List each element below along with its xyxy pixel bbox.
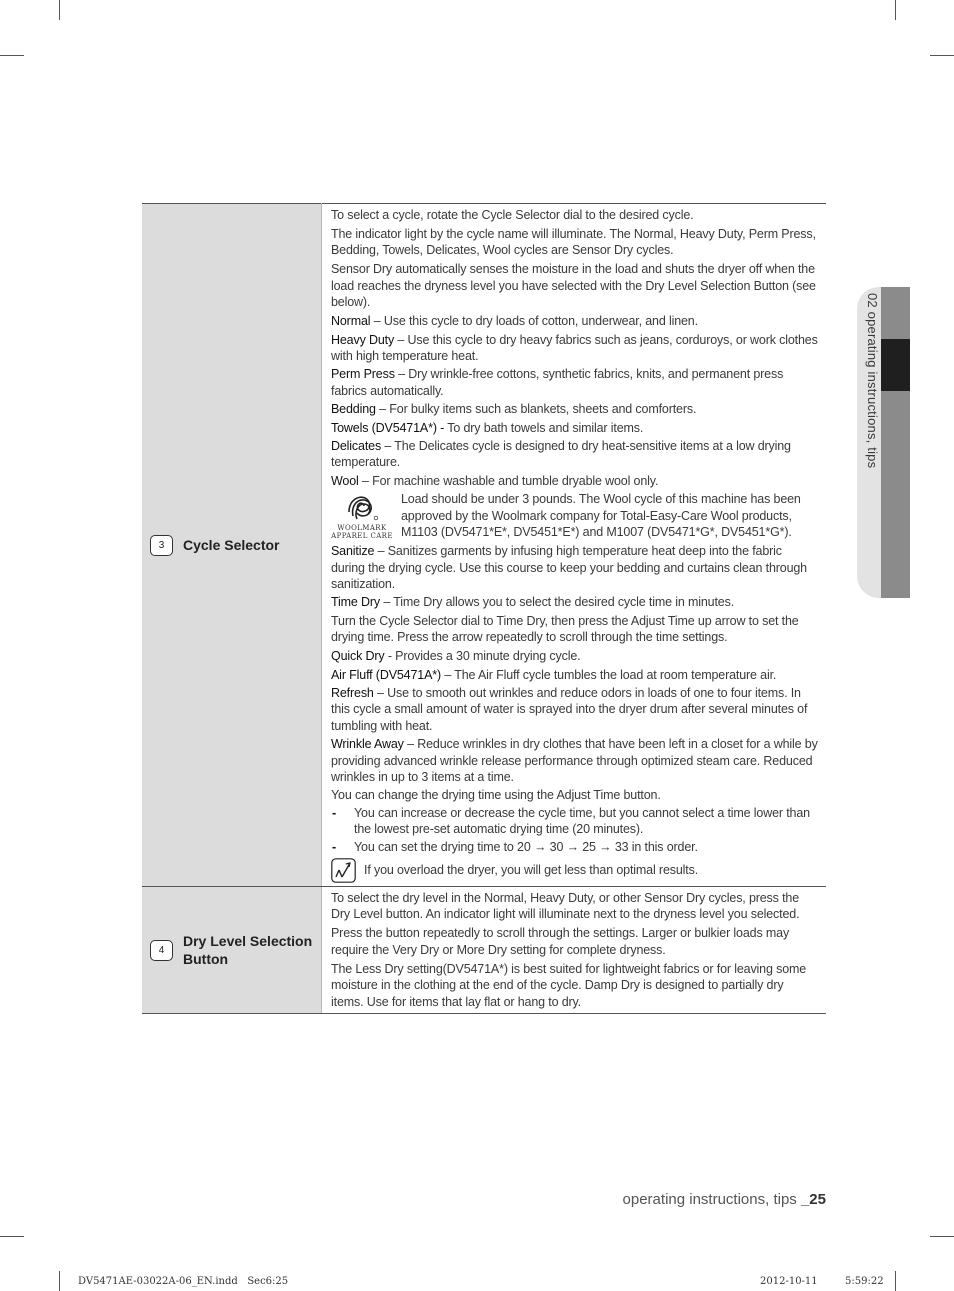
crop-mark — [895, 0, 896, 20]
woolmark-note-text: Load should be under 3 pounds. The Wool cycle of this machine has been approved by the Woolmark company for Total-Easy-Care Wool products, M1103 (DV5471*E*, DV5451*E*) and M1007 (DV5471*G*, DV5451*G*). — [401, 492, 801, 540]
bullet-list — [331, 805, 818, 855]
list-item-text: You can set the drying time to 20 → 30 → 25 → 33 in this order. — [354, 839, 698, 854]
paragraph: Press the button repeatedly to scroll through the settings. Larger or bulkier loads may require the Very Dry or More Dry setting for complete dryness. — [331, 926, 790, 957]
table-row-cycle-selector — [142, 204, 826, 887]
row-label-cell — [142, 887, 322, 1014]
crop-mark — [930, 1236, 954, 1237]
cycle-entry — [331, 685, 818, 734]
note-box — [331, 858, 818, 883]
crop-mark — [59, 0, 60, 20]
cycle-text: To dry bath towels and similar items. — [444, 420, 644, 435]
cycle-term: Bedding — [331, 402, 376, 417]
cycle-term: Refresh — [331, 685, 374, 700]
cycle-entry — [331, 438, 818, 471]
cycle-text: – The Delicates cycle is designed to dry heat-sensitive items at a low drying temperature. — [331, 439, 791, 470]
cycle-text: - Provides a 30 minute drying cycle. — [384, 649, 581, 664]
paragraph: You can change the drying time using the Adjust Time button. — [331, 788, 661, 803]
paragraph: The Less Dry setting(DV5471A*) is best suited for lightweight fabrics or for leaving some moisture in the clothing at the end of the cycle. Damp Dry is designed to partially dry items. Use for items that lay flat or hang to dry. — [331, 961, 807, 1009]
cycle-term: Normal — [331, 314, 371, 329]
cycle-entry — [331, 420, 818, 436]
crop-mark — [895, 1271, 896, 1291]
paragraph: Turn the Cycle Selector dial to Time Dry, then press the Adjust Time up arrow to set the drying time. Press the arrow repeatedly to scroll through the time settings. — [331, 613, 799, 645]
paragraph: To select the dry level in the Normal, Heavy Duty, or other Sensor Dry cycles, press the Dry Level button. An indicator light will illuminate next to the dryness level you selected. — [331, 891, 800, 922]
cycle-entry — [331, 648, 818, 664]
paragraph: Sensor Dry automatically senses the moisture in the load and shuts the dryer off when the load reaches the dryness level you have selected with the Dry Level Selection Button (see below). — [331, 262, 816, 310]
cycle-term: Perm Press — [331, 367, 395, 382]
page-number: _25 — [800, 1191, 826, 1208]
cycle-text: – For machine washable and tumble dryable wool only. — [358, 473, 659, 488]
print-file-info — [78, 1276, 288, 1287]
woolmark-caption-line: WOOLMARK — [337, 524, 387, 533]
table-row-dry-level — [142, 887, 826, 1014]
woolmark-note — [331, 491, 818, 543]
woolmark-caption-line: APPAREL CARE — [331, 532, 393, 541]
footer-title: operating instructions, tips — [622, 1191, 797, 1208]
cycle-text: – Dry wrinkle-free cottons, synthetic fabrics, knits, and permanent press fabrics automatically. — [331, 367, 784, 398]
print-date: 2012-10-11 — [760, 1276, 818, 1287]
cycle-term: Heavy Duty — [331, 332, 395, 347]
cycle-text: – Time Dry allows you to select the desired cycle time in minutes. — [380, 595, 735, 610]
crop-mark — [0, 1236, 24, 1237]
chapter-tab-bar — [881, 287, 910, 339]
cycle-term: Time Dry — [331, 595, 381, 610]
note-text: If you overload the dryer, you will get less than optimal results. — [364, 863, 699, 878]
dash-marker: - — [332, 805, 337, 820]
cycle-text: – Use to smooth out wrinkles and reduce odors in loads of one to four items. In this cycle a small amount of water is sprayed into the dryer drum after several minutes of tumbling with heat. — [331, 685, 808, 733]
cycle-entry — [331, 594, 818, 610]
crop-mark — [0, 55, 24, 56]
row-description-cell — [322, 204, 827, 887]
cycle-term: Towels (DV5471A*) - — [331, 420, 445, 435]
woolmark-logo — [331, 491, 393, 543]
cycle-entry — [331, 313, 818, 329]
cycle-term: Delicates — [331, 439, 382, 454]
controls-table — [142, 203, 826, 1014]
row-description-cell — [322, 887, 827, 1014]
print-file-name: DV5471AE-03022A-06_EN.indd — [78, 1276, 238, 1287]
row-label-cell — [142, 204, 322, 887]
cycle-text: – For bulky items such as blankets, sheets and comforters. — [375, 402, 697, 417]
crop-mark — [59, 1271, 60, 1291]
cycle-entry — [331, 473, 818, 489]
crop-mark — [930, 55, 954, 56]
cycle-term: Wrinkle Away — [331, 737, 404, 752]
cycle-entry — [331, 736, 818, 785]
list-item — [331, 839, 818, 855]
cycle-entry — [331, 667, 818, 683]
cycle-term: Wool — [331, 473, 359, 488]
item-number-badge: 3 — [150, 535, 173, 556]
row-label: Dry Level Selection Button — [183, 933, 313, 968]
list-item — [331, 805, 818, 838]
dash-marker: - — [332, 839, 337, 854]
woolmark-caption — [331, 524, 393, 540]
cycle-term: Air Fluff (DV5471A*) — [331, 667, 442, 682]
cycle-text: – Sanitizes garments by infusing high temperature heat deep into the fabric during the drying cycle. Use this course to keep your bedding and curtains clean through sanitization. — [331, 544, 807, 591]
woolmark-icon — [345, 492, 379, 522]
cycle-entry — [331, 401, 818, 417]
paragraph: To select a cycle, rotate the Cycle Selector dial to the desired cycle. — [331, 208, 694, 222]
note-pencil-icon — [331, 858, 356, 883]
row-label: Cycle Selector — [183, 537, 280, 553]
chapter-tab-active-marker — [881, 339, 910, 391]
cycle-text: – Use this cycle to dry loads of cotton, underwear, and linen. — [370, 314, 698, 329]
cycle-entry — [331, 543, 818, 592]
cycle-entry — [331, 332, 818, 365]
cycle-term: Sanitize — [331, 544, 375, 559]
cycle-text: – Reduce wrinkles in dry clothes that have been left in a closet for a while by providing advanced wrinkle release performance through optimized steam care. Reduced wrinkles in up to 3 items at a time. — [331, 737, 818, 784]
paragraph: The indicator light by the cycle name will illuminate. The Normal, Heavy Duty, Perm Press, Bedding, Towels, Delicates, Wool cycles are Sensor Dry cycles. — [331, 227, 816, 258]
item-number-badge: 4 — [150, 940, 173, 961]
cycle-text: – The Air Fluff cycle tumbles the load at room temperature air. — [441, 667, 777, 682]
cycle-term: Quick Dry — [331, 649, 385, 664]
list-item-text: You can increase or decrease the cycle time, but you cannot select a time lower than the lowest pre-set automatic drying time (20 minutes). — [354, 805, 810, 837]
cycle-text: – Use this cycle to dry heavy fabrics such as jeans, corduroys, or work clothes with high temperature heat. — [331, 332, 818, 364]
chapter-tab-bar — [881, 391, 910, 598]
chapter-tab-label: 02 operating instructions, tips — [865, 293, 880, 469]
print-time: 5:59:22 — [845, 1276, 884, 1287]
cycle-entry — [331, 366, 818, 399]
print-section: Sec6:25 — [247, 1276, 289, 1287]
page-footer — [623, 1191, 826, 1208]
